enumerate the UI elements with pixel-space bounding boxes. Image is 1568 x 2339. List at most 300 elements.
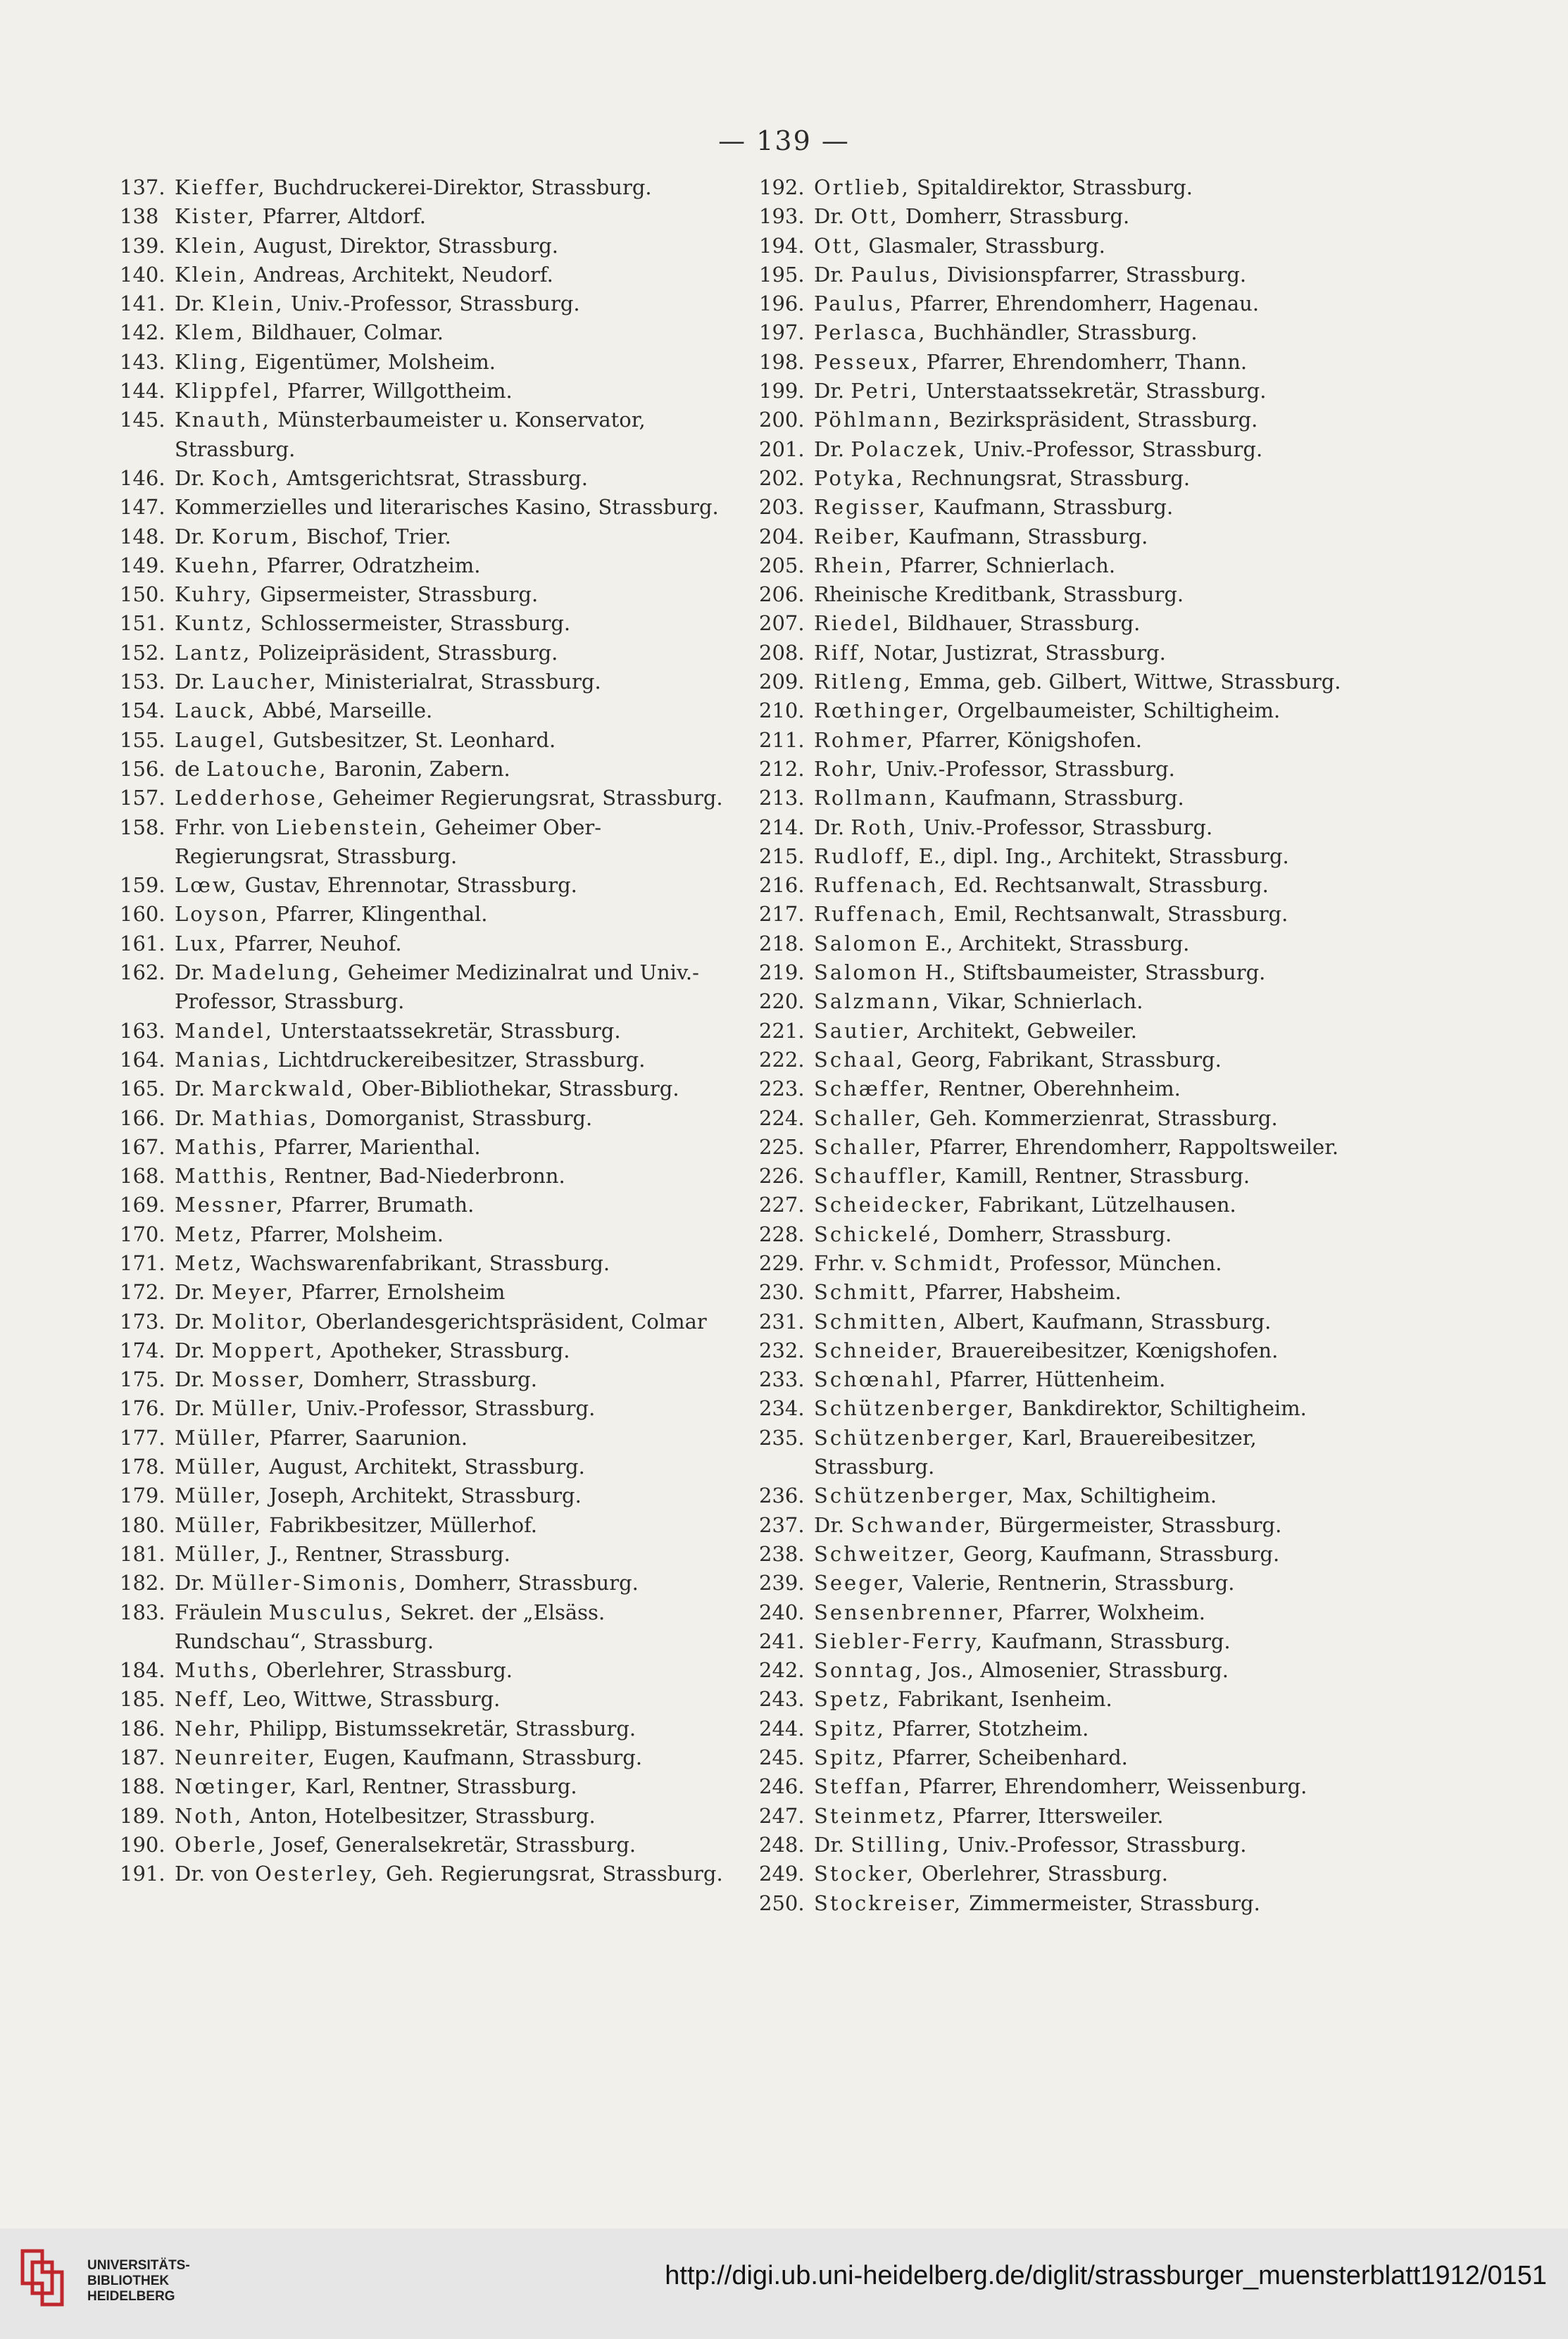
entry-details: Geh. Kommerzienrat, Strassburg. [922,1105,1278,1130]
entry-details: Geh. Regierungsrat, Strassburg. [379,1862,723,1886]
entry-details: Rentner, Bad-Niederbronn. [277,1164,565,1189]
entry-number: 227. [759,1193,805,1217]
entry-number: 207. [759,611,805,636]
entry-surname: Kuhry, [175,582,253,607]
entry-details: Univ.-Professor, Strassburg. [951,1832,1247,1857]
entry-details: Bezirkspräsident, Strassburg. [942,408,1258,432]
entry-surname: Lauck, [175,698,257,723]
entry-number: 230. [759,1280,805,1305]
entry-surname: Nehr, [175,1716,243,1741]
entry-details: Amtsgerichtsrat, Strassburg. [280,465,588,490]
entry-prefix: de [175,756,206,781]
entry-surname: Potyka, [814,465,905,490]
member-entry [759,1017,1379,1046]
entry-surname: Ruffenach, [814,902,948,927]
entry-surname: Pesseux, [814,349,920,374]
member-entry [120,1424,739,1453]
entry-prefix: Dr. [814,815,851,839]
entry-number: 233. [759,1367,805,1392]
entry-details: Bürgermeister, Strassburg. [992,1512,1282,1537]
member-entry [120,726,739,755]
member-entry [759,348,1379,377]
member-entry [120,609,739,638]
entry-surname: Marckwald, [211,1077,356,1101]
member-entry [759,1802,1379,1831]
entry-details: J., Rentner, Strassburg. [262,1541,510,1566]
entry-surname: Manias, [175,1047,272,1072]
entry-details: Bildhauer, Colmar. [244,320,444,345]
entry-details: Pfarrer, Ittersweiler. [946,1803,1164,1828]
member-entry [120,1394,739,1423]
entry-prefix: Dr. [175,960,212,985]
library-name-line1: UNIVERSITÄTS- [87,2258,190,2273]
entry-surname: Spitz, [814,1716,886,1741]
entry-details: Kamill, Rentner, Strassburg. [948,1164,1250,1189]
entry-surname: Perlasca, [814,320,927,345]
member-entry [759,1220,1379,1249]
entry-number: 240. [759,1600,805,1624]
member-entry [120,261,739,289]
entry-number: 190. [120,1832,165,1857]
entry-details: Rheinische Kreditbank, Strassburg. [814,582,1184,607]
entry-number: 173. [120,1309,165,1334]
entry-number: 223. [759,1077,805,1101]
entry-number: 139. [120,233,165,258]
member-entry [759,1598,1379,1627]
member-entry [120,1802,739,1831]
entry-details: Professor, München. [1003,1250,1222,1275]
entry-surname: Sautier, [814,1018,911,1043]
entry-details: Leo, Wittwe, Strassburg. [236,1687,501,1712]
member-entry [120,1831,739,1860]
entry-details: Valerie, Rentnerin, Strassburg. [905,1571,1235,1595]
member-entry [759,1133,1379,1162]
entry-number: 199. [759,379,805,403]
entry-number: 167. [120,1134,165,1159]
entry-surname: Schaller, [814,1105,923,1130]
entry-details: Pfarrer, Stotzheim. [885,1716,1089,1741]
entry-details: Pfarrer, Brumath. [284,1193,475,1217]
entry-number: 194. [759,233,805,258]
entry-number: 205. [759,553,805,577]
entry-details: Vikar, Schnierlach. [941,989,1143,1014]
entry-details: Lichtdruckereibesitzer, Strassburg. [271,1047,646,1072]
entry-details: Anton, Hotelbesitzer, Strassburg. [243,1803,596,1828]
member-entry [759,1278,1379,1307]
entry-number: 212. [759,756,805,781]
member-entry [759,1104,1379,1133]
member-entry [120,929,739,958]
entry-prefix: Dr. [175,1077,212,1101]
member-entry [759,1162,1379,1191]
member-entry [759,464,1379,493]
entry-details: Pfarrer, Willgottheim. [280,379,513,403]
member-entry [120,900,739,929]
member-entry [120,1074,739,1103]
entry-number: 157. [120,786,165,810]
entry-details: Oberlehrer, Strassburg. [915,1862,1169,1886]
entry-number: 209. [759,670,805,694]
entry-number: 217. [759,902,805,927]
member-entry [120,1308,739,1336]
member-entry [759,842,1379,871]
member-entry [759,406,1379,434]
entry-surname: Metz, [175,1222,244,1246]
entry-details: Karl, Brauereibesitzer, Strassburg. [814,1425,1257,1479]
entry-details: Geheimer Regierungsrat, Strassburg. [325,786,723,810]
entry-details: Spitaldirektor, Strassburg. [910,175,1193,199]
entry-number: 242. [759,1658,805,1683]
entry-details: Andreas, Architekt, Neudorf. [247,262,553,287]
member-entry [120,1220,739,1249]
footer-bar [0,2228,1568,2339]
entry-number: 151. [120,611,165,636]
member-entry [759,493,1379,522]
member-entry [120,1540,739,1569]
entry-details: Kaufmann, Strassburg. [927,495,1174,520]
entry-details: Pfarrer, Habsheim. [918,1280,1122,1305]
entry-prefix: Dr. [814,1512,851,1537]
entry-details: Ober-Bibliothekar, Strassburg. [355,1077,679,1101]
entry-surname: Mathis, [175,1134,268,1159]
entry-details: Domherr, Strassburg. [898,204,1130,229]
entry-number: 229. [759,1250,805,1275]
entry-number: 170. [120,1222,165,1246]
entry-number: 193. [759,204,805,229]
entry-prefix: Dr. [175,1105,212,1130]
entry-number: 237. [759,1512,805,1537]
entry-number: 234. [759,1396,805,1421]
entry-number: 192. [759,175,805,199]
entry-details: Univ.-Professor, Strassburg. [284,291,580,316]
entry-number: 249. [759,1862,805,1886]
entry-details: Sekret. der „Elsäss. Rundschau“, Strassburg. [175,1600,606,1653]
member-entry [120,522,739,551]
entry-number: 225. [759,1134,805,1159]
entry-surname: Steinmetz, [814,1803,946,1828]
entry-surname: Nœtinger, [175,1774,299,1799]
entry-details: Pfarrer, Königshofen. [915,727,1142,752]
entry-surname: Mathias, [211,1105,319,1130]
entry-details: Fabrikant, Isenheim. [891,1687,1112,1712]
entry-details: Pfarrer, Wolxheim. [1005,1600,1205,1624]
entry-details: Oberlandesgerichtspräsident, Colmar [309,1309,707,1334]
entry-number: 216. [759,873,805,898]
entry-number: 153. [120,670,165,694]
entry-surname: Schæffer, [814,1077,932,1101]
entry-details: Geheimer Medizinalrat und Univ.-Professor, Strassburg. [175,960,699,1014]
entry-details: E., dipl. Ing., Architekt, Strassburg. [912,844,1289,868]
entry-surname: Steffan, [814,1774,912,1799]
entry-number: 148. [120,524,165,548]
entry-details: Jos., Almosenier, Strassburg. [923,1658,1229,1683]
entry-details: Eigentümer, Molsheim. [248,349,496,374]
entry-surname: Ott, [851,204,899,229]
entry-prefix: Dr. [175,1396,212,1421]
member-entry [120,318,739,347]
member-entry [120,1162,739,1191]
entry-details: Pfarrer, Marienthal. [267,1134,481,1159]
entry-number: 146. [120,465,165,490]
member-entry [759,551,1379,580]
entry-number: 186. [120,1716,165,1741]
entry-surname: Rollmann, [814,786,939,810]
member-entry [759,173,1379,202]
entry-surname: Rohmer, [814,727,915,752]
entry-surname: Schœnahl, [814,1367,943,1392]
entry-surname: Mosser, [211,1367,307,1392]
entry-details: Philipp, Bistumssekretär, Strassburg. [242,1716,636,1741]
entry-details: Orgelbaumeister, Schiltigheim. [951,698,1281,723]
entry-surname: Lantz, [175,640,252,665]
entry-surname: Kling, [175,349,249,374]
entry-number: 185. [120,1687,165,1712]
entry-details: Eugen, Kaufmann, Strassburg. [316,1745,643,1770]
entry-number: 142. [120,320,165,345]
entry-number: 200. [759,408,805,432]
source-url-link[interactable]: http://digi.ub.uni-heidelberg.de/diglit/strassburger_muensterblatt1912/0151 [665,2261,1547,2290]
entry-number: 195. [759,262,805,287]
entry-surname: Schaal, [814,1047,905,1072]
entry-number: 180. [120,1512,165,1537]
member-entry [120,1191,739,1219]
entry-surname: Laugel, [175,727,267,752]
entry-surname: Regisser, [814,495,927,520]
member-entry [759,202,1379,231]
member-entry [120,1656,739,1685]
entry-surname: Schweitzer, [814,1541,958,1566]
entry-number: 154. [120,698,165,723]
entry-surname: Müller-Simonis, [211,1571,408,1595]
entry-details: Georg, Fabrikant, Strassburg. [904,1047,1222,1072]
entry-number: 155. [120,727,165,752]
entry-surname: Pöhlmann, [814,408,943,432]
entry-details: Wachswarenfabrikant, Strassburg. [244,1250,610,1275]
entry-surname: Salomon [814,931,919,955]
member-entry [759,1249,1379,1278]
entry-number: 159. [120,873,165,898]
entry-number: 188. [120,1774,165,1799]
entry-surname: Ledderhose, [175,786,326,810]
entry-surname: Paulus, [814,291,904,316]
member-entry [120,1017,739,1046]
entry-details: Joseph, Architekt, Strassburg. [262,1484,582,1508]
entry-details: Kaufmann, Strassburg. [984,1629,1231,1653]
entry-number: 243. [759,1687,805,1712]
entry-number: 152. [120,640,165,665]
member-entry [759,1656,1379,1685]
entry-prefix: Dr. [175,1280,212,1305]
entry-surname: Knauth, [175,408,271,432]
entry-prefix: Dr. [814,1832,851,1857]
entry-details: H., Stiftsbaumeister, Strassburg. [918,960,1266,985]
member-entry [759,813,1379,842]
entry-number: 236. [759,1484,805,1508]
entry-surname: Schützenberger, [814,1396,1016,1421]
entry-details: E., Architekt, Strassburg. [918,931,1190,955]
entry-details: Josef, Generalsekretär, Strassburg. [266,1832,636,1857]
library-name-line3: HEIDELBERG [87,2289,175,2304]
entry-surname: Klem, [175,320,245,345]
entry-details: Brauereibesitzer, Kœnigshofen. [944,1338,1279,1362]
left-column [120,173,739,1889]
entry-surname: Ortlieb, [814,175,910,199]
member-entry [120,377,739,406]
entry-number: 226. [759,1164,805,1189]
entry-details: Emil, Rechtsanwalt, Strassburg. [947,902,1288,927]
entry-surname: Petri, [851,379,920,403]
entry-surname: Oberle, [175,1832,267,1857]
entry-surname: Neff, [175,1687,237,1712]
entry-details: Pfarrer, Schnierlach. [893,553,1116,577]
entry-details: Unterstaatssekretär, Strassburg. [919,379,1267,403]
entry-details: Zimmermeister, Strassburg. [962,1890,1260,1915]
entry-number: 221. [759,1018,805,1043]
entry-details: Buchhändler, Strassburg. [927,320,1198,345]
member-entry [759,318,1379,347]
entry-prefix: Frhr. v. [814,1250,894,1275]
entry-surname: Stockreiser, [814,1890,963,1915]
member-entry [120,1685,739,1714]
member-entry [120,580,739,609]
entry-number: 162. [120,960,165,985]
member-entry [120,493,739,522]
entry-number: 235. [759,1425,805,1450]
entry-number: 244. [759,1716,805,1741]
entry-details: Max, Schiltigheim. [1015,1484,1217,1508]
entry-details: Karl, Rentner, Strassburg. [299,1774,577,1799]
entry-number: 187. [120,1745,165,1770]
entry-surname: Schaller, [814,1134,923,1159]
member-entry [120,406,739,464]
entry-number: 161. [120,931,165,955]
entry-number: 178. [120,1455,165,1479]
entry-surname: Lœw, [175,873,239,898]
entry-details: August, Direktor, Strassburg. [247,233,559,258]
member-entry [759,1511,1379,1540]
entry-details: Pfarrer, Scheibenhard. [885,1745,1128,1770]
entry-surname: Reiber, [814,524,902,548]
entry-surname: Ritleng, [814,670,912,694]
entry-number: 245. [759,1745,805,1770]
entry-surname: Salzmann, [814,989,941,1014]
member-entry [759,784,1379,813]
entry-number: 247. [759,1803,805,1828]
entry-number: 149. [120,553,165,577]
entry-details: Domorganist, Strassburg. [318,1105,593,1130]
entry-number: 143. [120,349,165,374]
member-entry [120,784,739,813]
entry-details: Fabrikant, Lützelhausen. [971,1193,1236,1217]
member-entry [120,1453,739,1481]
entry-details: Apotheker, Strassburg. [324,1338,570,1362]
entry-details: Glasmaler, Strassburg. [862,233,1105,258]
entry-surname: Rohr, [814,756,879,781]
member-entry [120,1598,739,1657]
entry-number: 201. [759,437,805,461]
entry-number: 181. [120,1541,165,1566]
entry-prefix: Dr. [175,1309,212,1334]
entry-surname: Schneider, [814,1338,945,1362]
entry-number: 172. [120,1280,165,1305]
entry-details: Rechnungsrat, Strassburg. [904,465,1191,490]
entry-details: Kommerzielles und literarisches Kasino, Strassburg. [175,495,719,520]
entry-surname: Moppert, [211,1338,325,1362]
entry-details: Pfarrer, Molsheim. [244,1222,444,1246]
entry-details: Rentner, Oberehnheim. [932,1077,1181,1101]
member-entry [120,1104,739,1133]
member-entry [759,1394,1379,1423]
member-entry [759,1365,1379,1394]
entry-surname: Kieffer, [175,175,267,199]
entry-details: Pfarrer, Ehrendomherr, Rappoltsweiler. [922,1134,1339,1159]
entry-surname: Neunreiter, [175,1745,317,1770]
member-entry [120,1860,739,1888]
entry-surname: Riedel, [814,611,901,636]
member-entry [759,1074,1379,1103]
entry-prefix: Dr. [175,291,212,316]
entry-number: 176. [120,1396,165,1421]
entry-details: Emma, geb. Gilbert, Wittwe, Strassburg. [912,670,1341,694]
entry-surname: Schmitt, [814,1280,919,1305]
entry-number: 189. [120,1803,165,1828]
entry-number: 238. [759,1541,805,1566]
member-entry [120,1511,739,1540]
entry-surname: Müller, [175,1512,263,1537]
member-entry [120,696,739,725]
entry-details: Georg, Kaufmann, Strassburg. [957,1541,1280,1566]
entry-surname: Sensenbrenner, [814,1600,1006,1624]
entry-details: Münsterbaumeister u. Konservator, Strassburg. [175,408,646,461]
entry-number: 246. [759,1774,805,1799]
entry-number: 171. [120,1250,165,1275]
entry-surname: Müller, [175,1455,263,1479]
entry-number: 182. [120,1571,165,1595]
entry-details: Albert, Kaufmann, Strassburg. [947,1309,1272,1334]
entry-number: 144. [120,379,165,403]
library-name [87,2258,190,2304]
member-entry [120,667,739,696]
member-entry [759,639,1379,667]
entry-details: Pfarrer, Ernolsheim [294,1280,506,1305]
entry-prefix: Dr. [175,1338,212,1362]
member-entry [120,1336,739,1365]
entry-surname: Paulus, [851,262,941,287]
entry-details: Gipsermeister, Strassburg. [253,582,539,607]
library-name-line2: BIBLIOTHEK [87,2274,170,2288]
entry-surname: Spetz, [814,1687,891,1712]
entry-number: 156. [120,756,165,781]
entry-surname: Molitor, [211,1309,310,1334]
entry-number: 165. [120,1077,165,1101]
entry-details: Univ.-Professor, Strassburg. [917,815,1213,839]
entry-surname: Kister, [175,204,256,229]
member-entry [759,1627,1379,1656]
member-entry [120,813,739,872]
entry-details: Architekt, Gebweiler. [910,1018,1138,1043]
entry-surname: Stilling, [851,1832,951,1857]
member-entry [120,1133,739,1162]
entry-number: 250. [759,1890,805,1915]
entry-surname: Roth, [851,815,917,839]
entry-details: Polizeipräsident, Strassburg. [251,640,558,665]
entry-details: Kaufmann, Strassburg. [901,524,1148,548]
entry-surname: Müller, [175,1541,263,1566]
member-entry [120,232,739,261]
entry-number: 231. [759,1309,805,1334]
entry-number: 141. [120,291,165,316]
member-entry [120,289,739,318]
